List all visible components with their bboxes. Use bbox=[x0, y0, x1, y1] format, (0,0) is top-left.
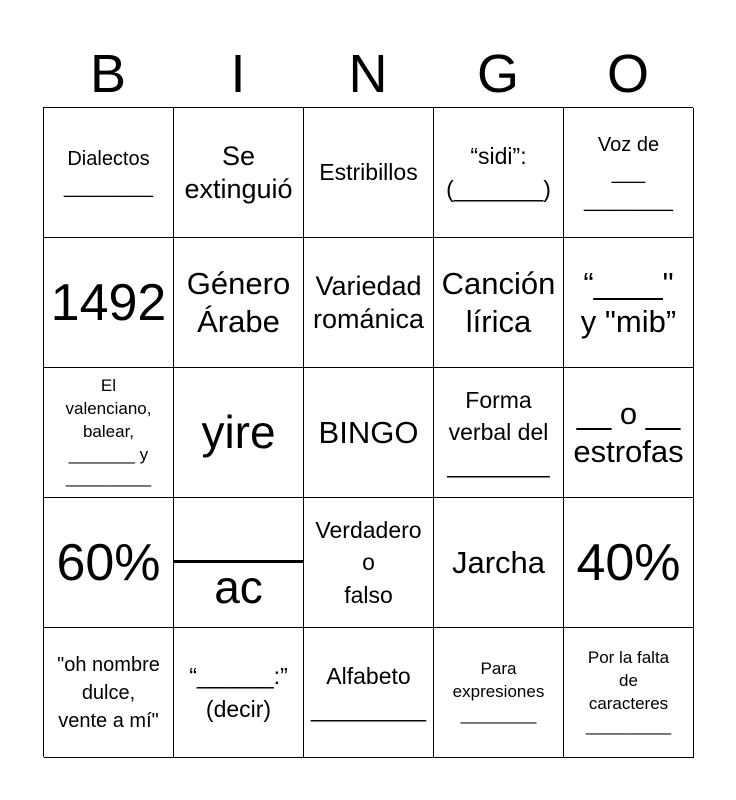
header-letter-n: N bbox=[348, 44, 388, 104]
bingo-board bbox=[43, 107, 693, 757]
bingo-cell[interactable]: “____" y "mib” bbox=[564, 238, 694, 368]
header-letter-g: G bbox=[476, 44, 519, 104]
bingo-cell[interactable]: Canción lírica bbox=[434, 238, 564, 368]
bingo-cell[interactable]: Dialectos ________ bbox=[44, 108, 174, 238]
bingo-cell[interactable]: "oh nombre dulce, vente a mí" bbox=[44, 628, 174, 758]
header-letter-b: B bbox=[89, 44, 127, 104]
bingo-cell[interactable]: “______:” (decir) bbox=[174, 628, 304, 758]
bingo-cell[interactable]: 60% bbox=[44, 498, 174, 628]
bingo-cell[interactable]: 40% bbox=[564, 498, 694, 628]
bingo-cell[interactable]: Por la falta de caracteres _________ bbox=[564, 628, 694, 758]
bingo-cell[interactable]: Para expresiones ________ bbox=[434, 628, 564, 758]
bingo-cell[interactable]: Verdadero o falso bbox=[304, 498, 434, 628]
bingo-cell[interactable]: Estribillos bbox=[304, 108, 434, 238]
bingo-cell[interactable]: Alfabeto _________ bbox=[304, 628, 434, 758]
bingo-cell[interactable]: 1492 bbox=[44, 238, 174, 368]
header-letter-o: O bbox=[606, 44, 649, 104]
bingo-cell[interactable]: Forma verbal del ________ bbox=[434, 368, 564, 498]
bingo-cell[interactable]: Variedad románica bbox=[304, 238, 434, 368]
bingo-cell[interactable]: __ o __ estrofas bbox=[564, 368, 694, 498]
bingo-cell[interactable]: Se extinguió bbox=[174, 108, 304, 238]
header-letter-i: I bbox=[230, 44, 246, 104]
bingo-cell[interactable]: _____ ac bbox=[174, 498, 304, 628]
bingo-header bbox=[43, 40, 693, 108]
bingo-cell[interactable]: “sidi”: (_______) bbox=[434, 108, 564, 238]
bingo-cell[interactable]: yire bbox=[174, 368, 304, 498]
bingo-cell[interactable]: Voz de ___ ________ bbox=[564, 108, 694, 238]
bingo-cell[interactable]: El valenciano, balear, _______ y _________ bbox=[44, 368, 174, 498]
bingo-cell[interactable]: Género Árabe bbox=[174, 238, 304, 368]
bingo-cell[interactable]: Jarcha bbox=[434, 498, 564, 628]
free-space-cell[interactable]: BINGO bbox=[304, 368, 434, 498]
